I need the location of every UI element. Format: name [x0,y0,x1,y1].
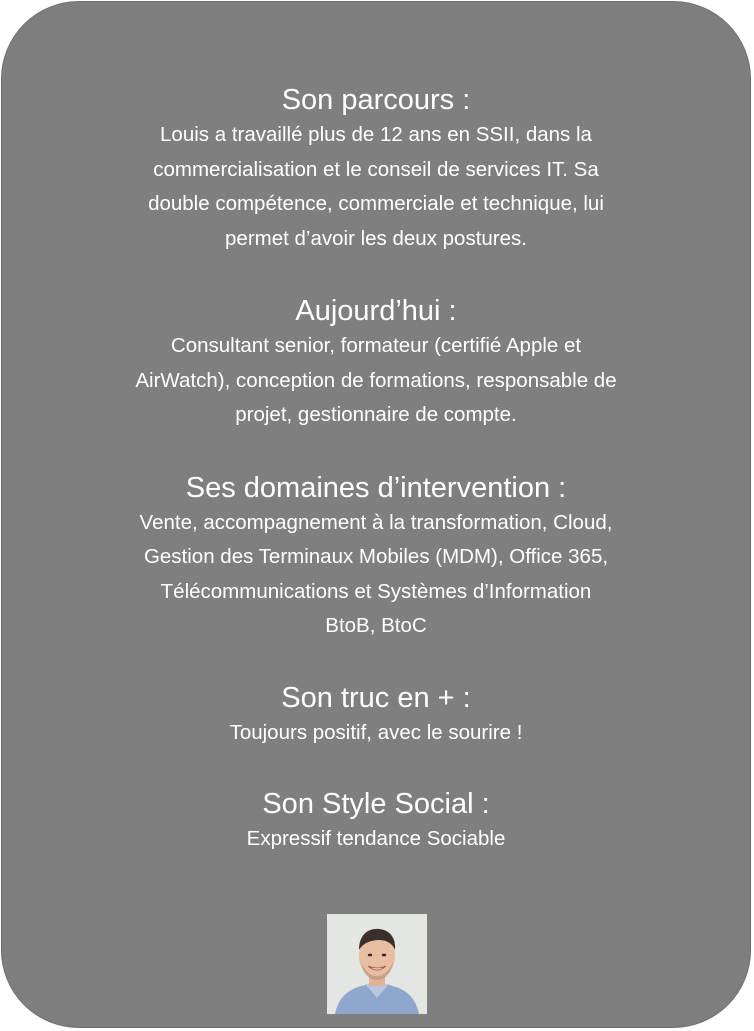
section-heading: Ses domaines d’intervention : [185,471,567,504]
section-text-line: double compétence, commerciale et technique, lui [148,192,604,215]
section-text-line: projet, gestionnaire de compte. [235,403,517,426]
section-heading: Son truc en + : [281,681,471,714]
section-text-line: Toujours positif, avec le sourire ! [229,720,523,744]
profile-content [42,82,710,857]
section-truc [42,680,710,751]
section-parcours [42,82,710,256]
section-domaines [42,470,710,644]
section-text-line: permet d’avoir les deux postures. [225,226,527,250]
section-text-line: Télécommunications et Systèmes d’Information [160,579,592,603]
section-aujourdhui [42,293,710,433]
portrait-illustration [327,914,427,1014]
section-heading: Aujourd’hui : [295,295,457,327]
section-heading: Son parcours : [281,84,471,116]
section-text-line: Louis a travaillé plus de 12 ans en SSII, dans la [160,123,592,146]
section-text-line: Gestion des Terminaux Mobiles (MDM), Office 365, [143,545,609,568]
section-text-line: Consultant senior, formateur (certifié Apple et [170,334,582,357]
profile-photo [327,914,427,1014]
section-text-line: Vente, accompagnement à la transformation, Cloud, [139,510,613,534]
section-style-social [42,786,710,857]
section-heading: Son Style Social : [262,788,490,820]
section-text-line: commercialisation et le conseil de services IT. Sa [153,157,599,181]
section-text-line: AirWatch), conception de formations, responsable de [135,368,617,392]
profile-card [1,1,751,1028]
section-text-line: Expressif tendance Sociable [246,827,506,850]
section-text-line: BtoB, BtoC [325,614,427,637]
